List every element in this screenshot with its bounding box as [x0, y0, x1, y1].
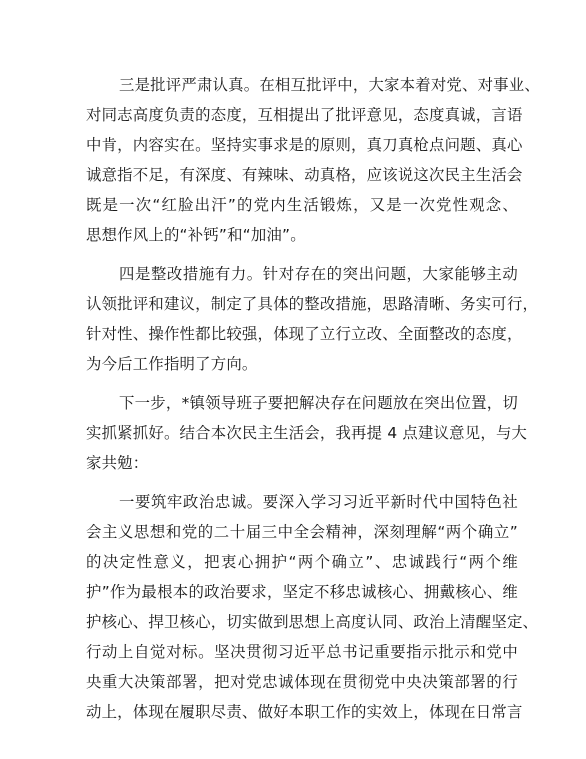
text-line: 对同志高度负责的态度，互相提出了批评意见，态度真诚，言语	[86, 106, 523, 124]
text-line: 实抓紧抓好。结合本次民主生活会，我再提 4 点建议意见，与大	[86, 424, 528, 442]
text-line: 认领批评和建议，制定了具体的整改措施，思路清晰、务实可行，	[86, 295, 539, 313]
text-line: 行动上自觉对标。坚决贯彻习近平总书记重要指示批示和党中	[86, 643, 518, 661]
text-line: 护”作为最根本的政治要求，坚定不移忠诚核心、拥戴核心、维	[86, 583, 518, 601]
paragraph-criticism	[86, 70, 540, 250]
document-page	[86, 70, 540, 727]
text-line: 思想作风上的“补钙”和“加油”。	[86, 226, 306, 244]
text-line: 家共勉：	[86, 454, 149, 472]
text-line: 动上，体现在履职尽责、做好本职工作的实效上，体现在日常言	[86, 703, 523, 721]
text-line: 三是批评严肃认真。在相互批评中，大家本着对党、对事业、	[119, 76, 540, 94]
text-line: 下一步，*镇领导班子要把解决存在问题放在突出位置，切	[119, 394, 518, 412]
text-line: 央重大决策部署，把对党忠诚体现在贯彻党中央决策部署的行	[86, 673, 518, 691]
text-line: 护核心、捍卫核心，切实做到思想上高度认同、政治上清醒坚定、	[86, 613, 539, 631]
text-line: 既是一次“红脸出汗”的党内生活锻炼，又是一次党性观念、	[86, 196, 518, 214]
text-line: 的决定性意义，把衷心拥护“两个确立”、忠诚践行“两个维	[86, 553, 518, 571]
text-line: 针对性、操作性都比较强，体现了立行立改、全面整改的态度，	[86, 325, 523, 343]
text-line: 一要筑牢政治忠诚。要深入学习习近平新时代中国特色社	[119, 493, 518, 511]
text-line: 四是整改措施有力。针对存在的突出问题，大家能够主动	[119, 265, 518, 283]
paragraph-rectification	[86, 259, 539, 379]
paragraph-political-loyalty	[86, 487, 539, 727]
paragraph-next-step	[86, 388, 528, 478]
text-line: 为今后工作指明了方向。	[86, 355, 258, 373]
text-line: 诚意指不足，有深度、有辣味、动真格，应该说这次民主生活会	[86, 166, 523, 184]
text-line: 会主义思想和党的二十届三中全会精神，深刻理解“两个确立”	[86, 523, 518, 541]
text-line: 中肯，内容实在。坚持实事求是的原则，真刀真枪点问题、真心	[86, 136, 523, 154]
